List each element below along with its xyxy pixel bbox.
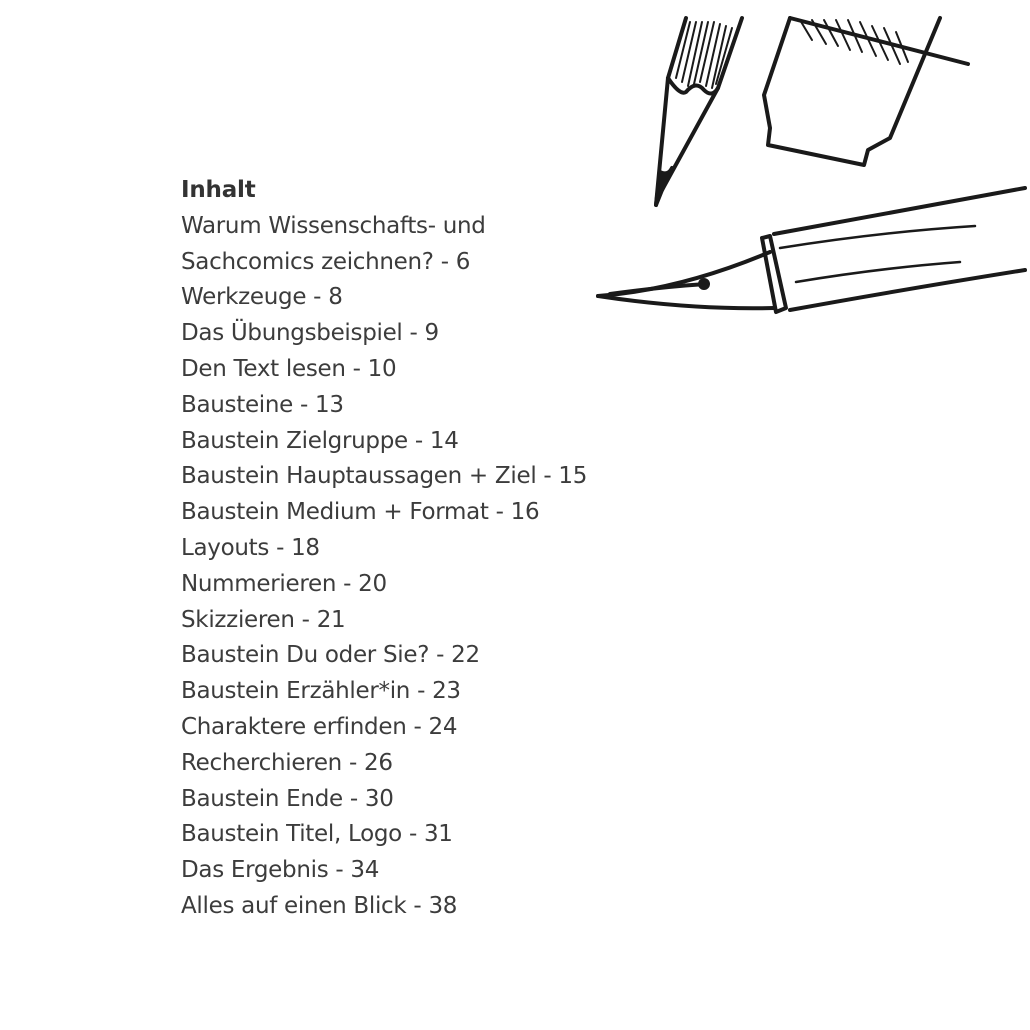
toc-item: Nummerieren - 20 [181,570,387,597]
toc-item: Das Ergebnis - 34 [181,857,380,884]
toc-item: Baustein Hauptaussagen + Ziel - 15 [181,463,588,490]
toc-item: Alles auf einen Blick - 38 [181,892,458,919]
toc-item: Warum Wissenschafts- und [181,212,486,239]
toc-item: Baustein Du oder Sie? - 22 [181,642,480,669]
toc-item: Das Übungsbeispiel - 9 [181,320,439,347]
toc-item: Baustein Zielgruppe - 14 [181,427,459,454]
toc-item: Sachcomics zeichnen? - 6 [181,248,471,275]
toc-item: Charaktere erfinden - 24 [181,713,458,740]
table-of-contents [181,173,741,925]
toc-item: Recherchieren - 26 [181,749,393,776]
toc-item: Baustein Erzähler*in - 23 [181,678,461,705]
toc-list [181,209,741,925]
toc-item: Skizzieren - 21 [181,606,346,633]
toc-item: Bausteine - 13 [181,391,344,418]
toc-item: Den Text lesen - 10 [181,355,397,382]
eraser-icon [764,18,968,165]
toc-item: Layouts - 18 [181,534,320,561]
toc-item: Werkzeuge - 8 [181,284,343,311]
toc-item: Baustein Titel, Logo - 31 [181,821,453,848]
toc-item: Baustein Medium + Format - 16 [181,499,540,526]
toc-item: Baustein Ende - 30 [181,785,394,812]
toc-title: Inhalt [181,177,256,203]
